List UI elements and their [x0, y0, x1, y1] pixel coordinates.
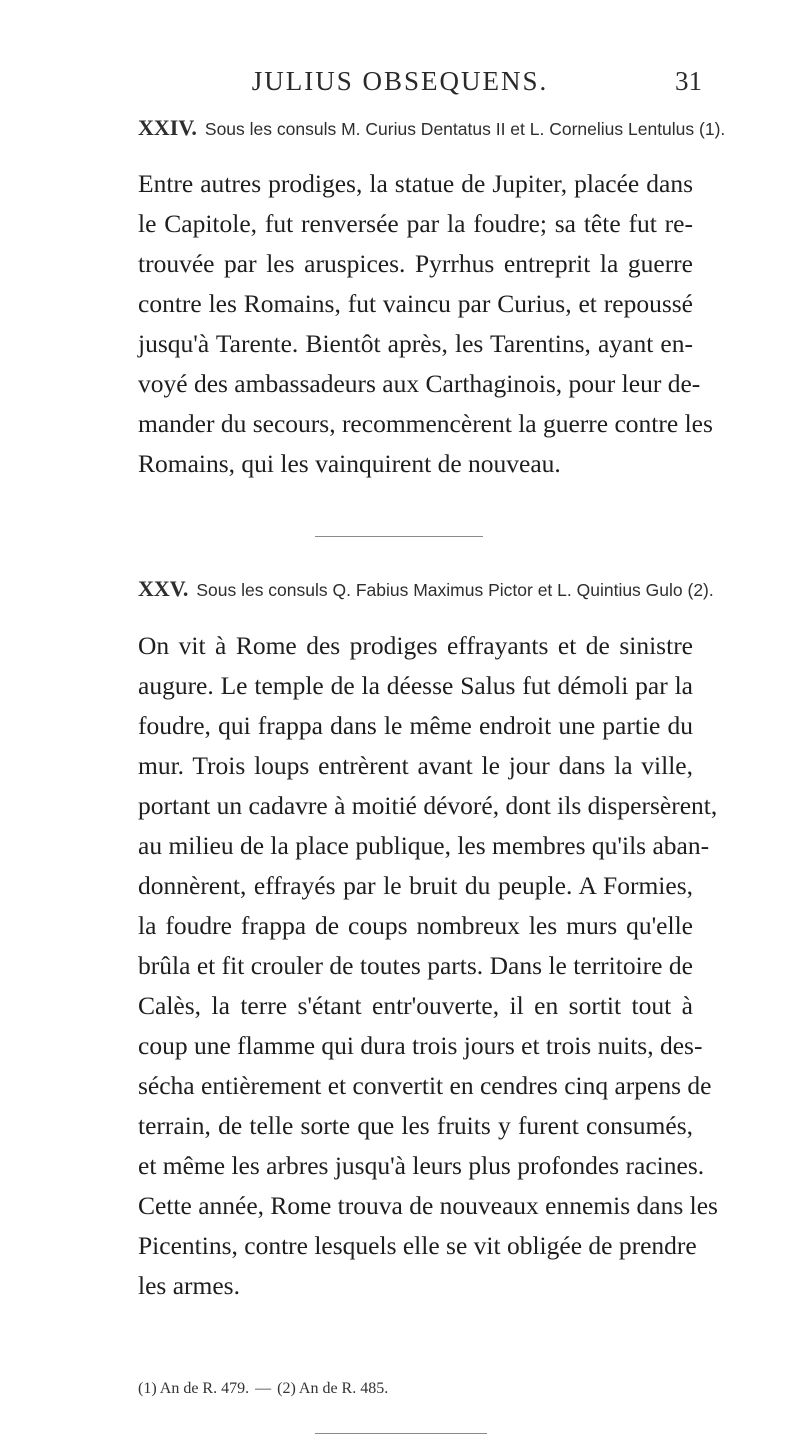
section-divider [315, 536, 483, 537]
text-line: la foudre frappa de coups nombreux les murs qu'elle [138, 911, 693, 940]
text-line: contre les Romains, fut vaincu par Curius, et repoussé [138, 289, 693, 318]
section-body-24 [138, 164, 713, 484]
text-line: sécha entièrement et convertit en cendres cinq arpens de [138, 1071, 712, 1100]
text-line: Picentins, contre lesquels elle se vit obligée de prendre [138, 1231, 697, 1260]
section-number: XXV. [138, 576, 189, 601]
text-line: terrain, de telle sorte que les fruits y furent consumés, [138, 1111, 693, 1140]
text-line: au milieu de la place publique, les membres qu'ils aban- [138, 831, 710, 860]
text-line: mur. Trois loups entrèrent avant le jour dans la ville, [138, 751, 693, 780]
text-line: mander du secours, recommencèrent la guerre contre les [138, 409, 713, 438]
section-number: XXIV. [138, 115, 197, 140]
text-line: foudre, qui frappa dans le même endroit une partie du [138, 711, 693, 740]
running-head [100, 66, 700, 102]
text-line: portant un cadavre à moitié dévoré, dont ils dispersèrent, [138, 791, 718, 820]
text-line: trouvée par les aruspices. Pyrrhus entreprit la guerre [138, 249, 693, 278]
page-number: 31 [675, 66, 702, 96]
text-line: Entre autres prodiges, la statue de Jupiter, placée dans [138, 169, 693, 198]
section-heading-text: Sous les consuls M. Curius Dentatus II et L. Cornelius Lentulus (1). [204, 119, 726, 139]
bottom-rule [315, 1433, 487, 1434]
footnote-1: (1) An de R. 479. [138, 1380, 250, 1397]
text-line: Cette année, Rome trouva de nouveaux ennemis dans les [138, 1191, 718, 1220]
section-body-25 [138, 626, 718, 1306]
text-line: donnèrent, effrayés par le bruit du peuple. A Formies, [138, 871, 693, 900]
text-line: voyé des ambassadeurs aux Carthaginois, pour leur de- [138, 369, 701, 398]
footnotes [138, 1380, 394, 1398]
text-line: le Capitole, fut renversée par la foudre; sa tête fut re- [138, 209, 693, 238]
text-line: les armes. [138, 1271, 240, 1300]
text-line: augure. Le temple de la déesse Salus fut démoli par la [138, 671, 693, 700]
section-heading-24 [138, 115, 725, 141]
section-heading-text: Sous les consuls Q. Fabius Maximus Pictor et L. Quintius Gulo (2). [196, 580, 714, 600]
text-line: brûla et fit crouler de toutes parts. Dans le territoire de [138, 951, 693, 980]
text-line: et même les arbres jusqu'à leurs plus profondes racines. [138, 1151, 705, 1180]
text-line: On vit à Rome des prodiges effrayants et de sinistre [138, 631, 693, 660]
section-heading-25 [138, 576, 714, 602]
text-line: Romains, qui les vainquirent de nouveau. [138, 449, 561, 478]
footnote-separator: — [255, 1380, 272, 1397]
text-line: coup une flamme qui dura trois jours et trois nuits, des- [138, 1031, 703, 1060]
text-line: Calès, la terre s'étant entr'ouverte, il en sortit tout à [138, 991, 693, 1020]
text-line: jusqu'à Tarente. Bientôt après, les Tarentins, ayant en- [138, 329, 693, 358]
footnote-2: (2) An de R. 485. [277, 1380, 389, 1397]
running-head-title: JULIUS OBSEQUENS. [251, 66, 549, 96]
